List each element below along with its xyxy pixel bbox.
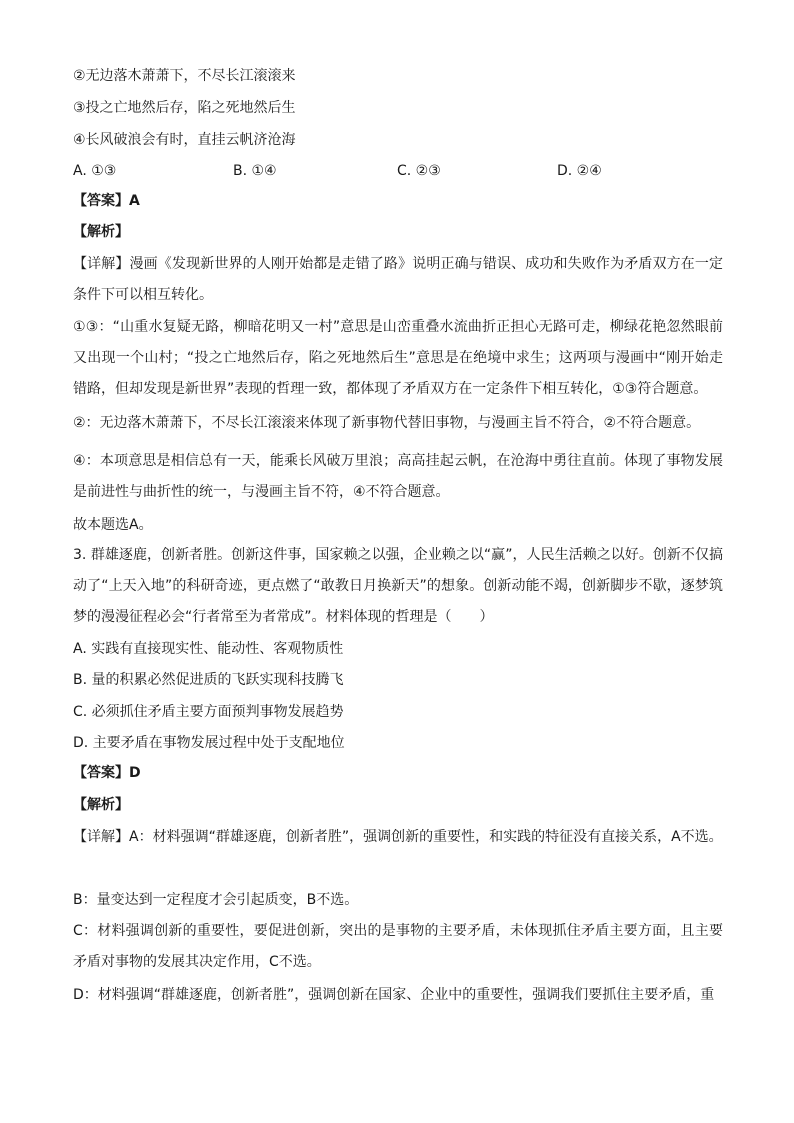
answer-2: 【答案】D: [73, 765, 141, 781]
detail-1-paragraph-2: ①③：“山重水复疑无路，柳暗花明又一村”意思是山峦重叠水流曲折正担心无路可走，柳绿花艳忽然眼前又出现一个山村；“投之亡地然后存，陷之死地然后生”意思是在绝境中求生；这两项与漫画中“刚开始走错路，但却发现是新世界”表现的哲理一致，都体现了矛盾双方在一定条件下相互转化，①③符合题意。: [73, 319, 723, 397]
detail-2-paragraph-1: 【详解】A：材料强调“群雄逐鹿，创新者胜”，强调创新的重要性，和实践的特征没有直接关系，A不选。: [73, 829, 723, 845]
detail-1-paragraph-4: ④：本项意思是相信总有一天，能乘长风破万里浪；高高挂起云帆，在沧海中勇往直前。体现了事物发展是前进性与曲折性的统一，与漫画主旨不符，④不符合题意。: [73, 453, 723, 500]
analysis-heading-1: 【解析】: [73, 224, 129, 240]
detail-2-paragraph-4: D：材料强调“群雄逐鹿，创新者胜”，强调创新在国家、企业中的重要性，强调我们要抓住主要矛盾，重: [73, 987, 715, 1003]
analysis-heading-2: 【解析】: [73, 797, 129, 813]
question-3-stem: 3. 群雄逐鹿，创新者胜。创新这件事，国家赖之以强，企业赖之以“赢”，人民生活赖之以好。创新不仅搞动了“上天入地”的科研奇迹，更点燃了“敢教日月换新天”的想象。创新动能不竭，创新脚步不歇，逐梦筑梦的漫漫征程必会“行者常至为者常成”。材料体现的哲理是（ ）: [73, 547, 723, 625]
question-3-option-c: C. 必须抓住矛盾主要方面预判事物发展趋势: [73, 704, 344, 720]
question-3-option-d: D. 主要矛盾在事物发展过程中处于支配地位: [73, 735, 345, 751]
answer-1: 【答案】A: [73, 193, 140, 209]
option-line-3: ③投之亡地然后存，陷之死地然后生: [73, 100, 296, 116]
choice-d: D. ②④: [557, 163, 602, 179]
option-line-2: ②无边落木萧萧下，不尽长江滚滚来: [73, 68, 296, 84]
detail-1-paragraph-3: ②：无边落木萧萧下，不尽长江滚滚来体现了新事物代替旧事物，与漫画主旨不符合，②不符合题意。: [73, 415, 701, 431]
choice-a: A. ①③: [73, 163, 117, 179]
question-3-option-b: B. 量的积累必然促进质的飞跃实现科技腾飞: [73, 672, 344, 688]
option-line-4: ④长风破浪会有时，直挂云帆济沧海: [73, 132, 296, 148]
detail-2-paragraph-3: C：材料强调创新的重要性，要促进创新，突出的是事物的主要矛盾，未体现抓住矛盾主要方面，且主要矛盾对事物的发展其决定作用，C不选。: [73, 923, 723, 970]
detail-1-conclusion: 故本题选A。: [73, 517, 153, 533]
choice-b: B. ①④: [233, 163, 277, 179]
detail-1-paragraph-1: 【详解】漫画《发现新世界的人刚开始都是走错了路》说明正确与错误、成功和失败作为矛盾双方在一定条件下可以相互转化。: [73, 256, 723, 303]
question-3-option-a: A. 实践有直接现实性、能动性、客观物质性: [73, 641, 344, 657]
detail-2-paragraph-2: B：量变达到一定程度才会引起质变，B不选。: [73, 892, 359, 908]
choice-c: C. ②③: [397, 163, 441, 179]
